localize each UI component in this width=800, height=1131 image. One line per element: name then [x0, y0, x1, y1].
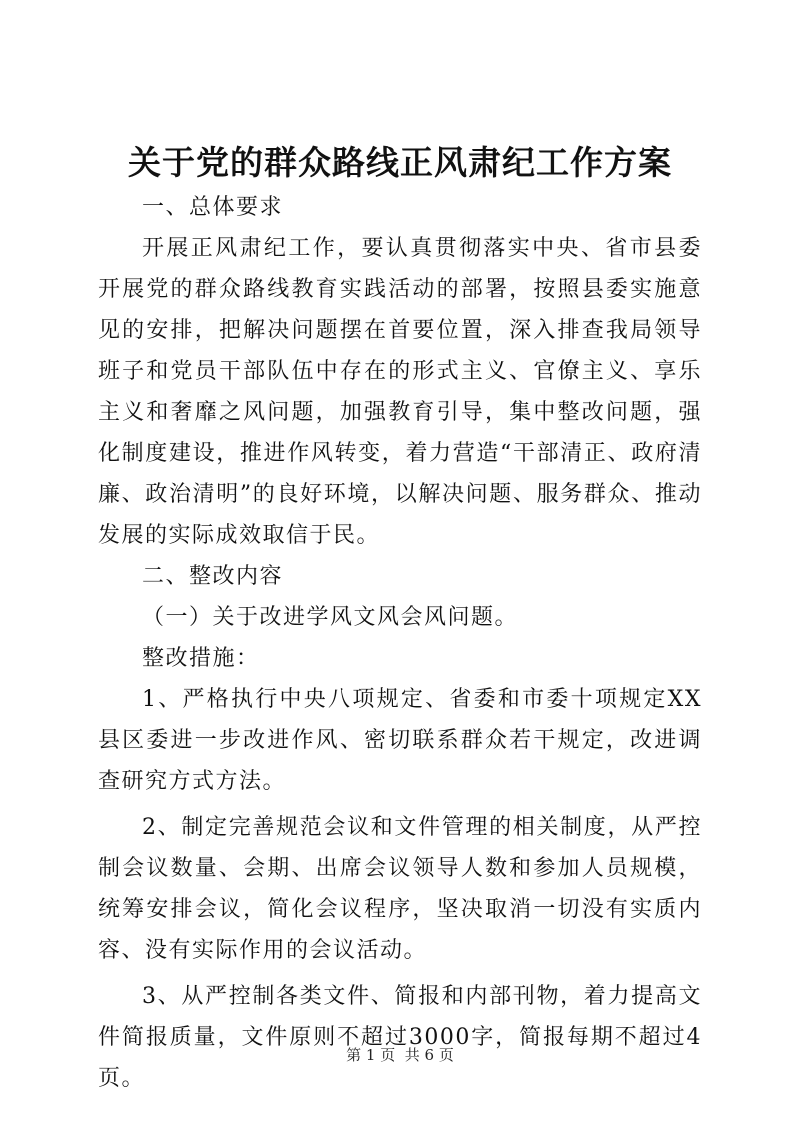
page-number-footer: 第 1 页 共 6 页 — [346, 1046, 454, 1064]
measures-heading: 整改措施： — [142, 646, 260, 671]
measure-item-1: 1、严格执行中央八项规定、省委和市委十项规定XX县区委进一步改进作风、密切联系群众若干规定，改进调查研究方式方法。 — [98, 687, 702, 794]
measure-item-3: 3、从严控制各类文件、简报和内部刊物，着力提高文件简报质量，文件原则不超过3000字，简报每期不超过4页。 — [98, 984, 702, 1091]
measure-item-2: 2、制定完善规范会议和文件管理的相关制度，从严控制会议数量、会期、出席会议领导人数和参加人员规模，统筹安排会议，简化会议程序，坚决取消一切没有实质内容、没有实际作用的会议活动。 — [98, 815, 702, 963]
subsection-heading-study-style-issues: （一）关于改进学风文风会风问题。 — [142, 605, 519, 630]
section-heading-general-requirements: 一、总体要求 — [142, 195, 284, 220]
section-heading-rectification-content: 二、整改内容 — [142, 564, 284, 589]
paragraph-general-requirements-body: 开展正风肃纪工作，要认真贯彻落实中央、省市县委开展党的群众路线教育实践活动的部署，按照县委实施意见的安排，把解决问题摆在首要位置，深入排查我局领导班子和党员干部队伍中存在的形式主义、官僚主义、享乐主义和奢靡之风问题，加强教育引导，集中整改问题，强化制度建设，推进作风转变，着力营造“干部清正、政府清廉、政治清明”的良好环境，以解决问题、服务群众、推动发展的实际成效取信于民。 — [98, 236, 702, 548]
document-title: 关于党的群众路线正风肃纪工作方案 — [128, 143, 672, 182]
document-body — [98, 187, 702, 1099]
